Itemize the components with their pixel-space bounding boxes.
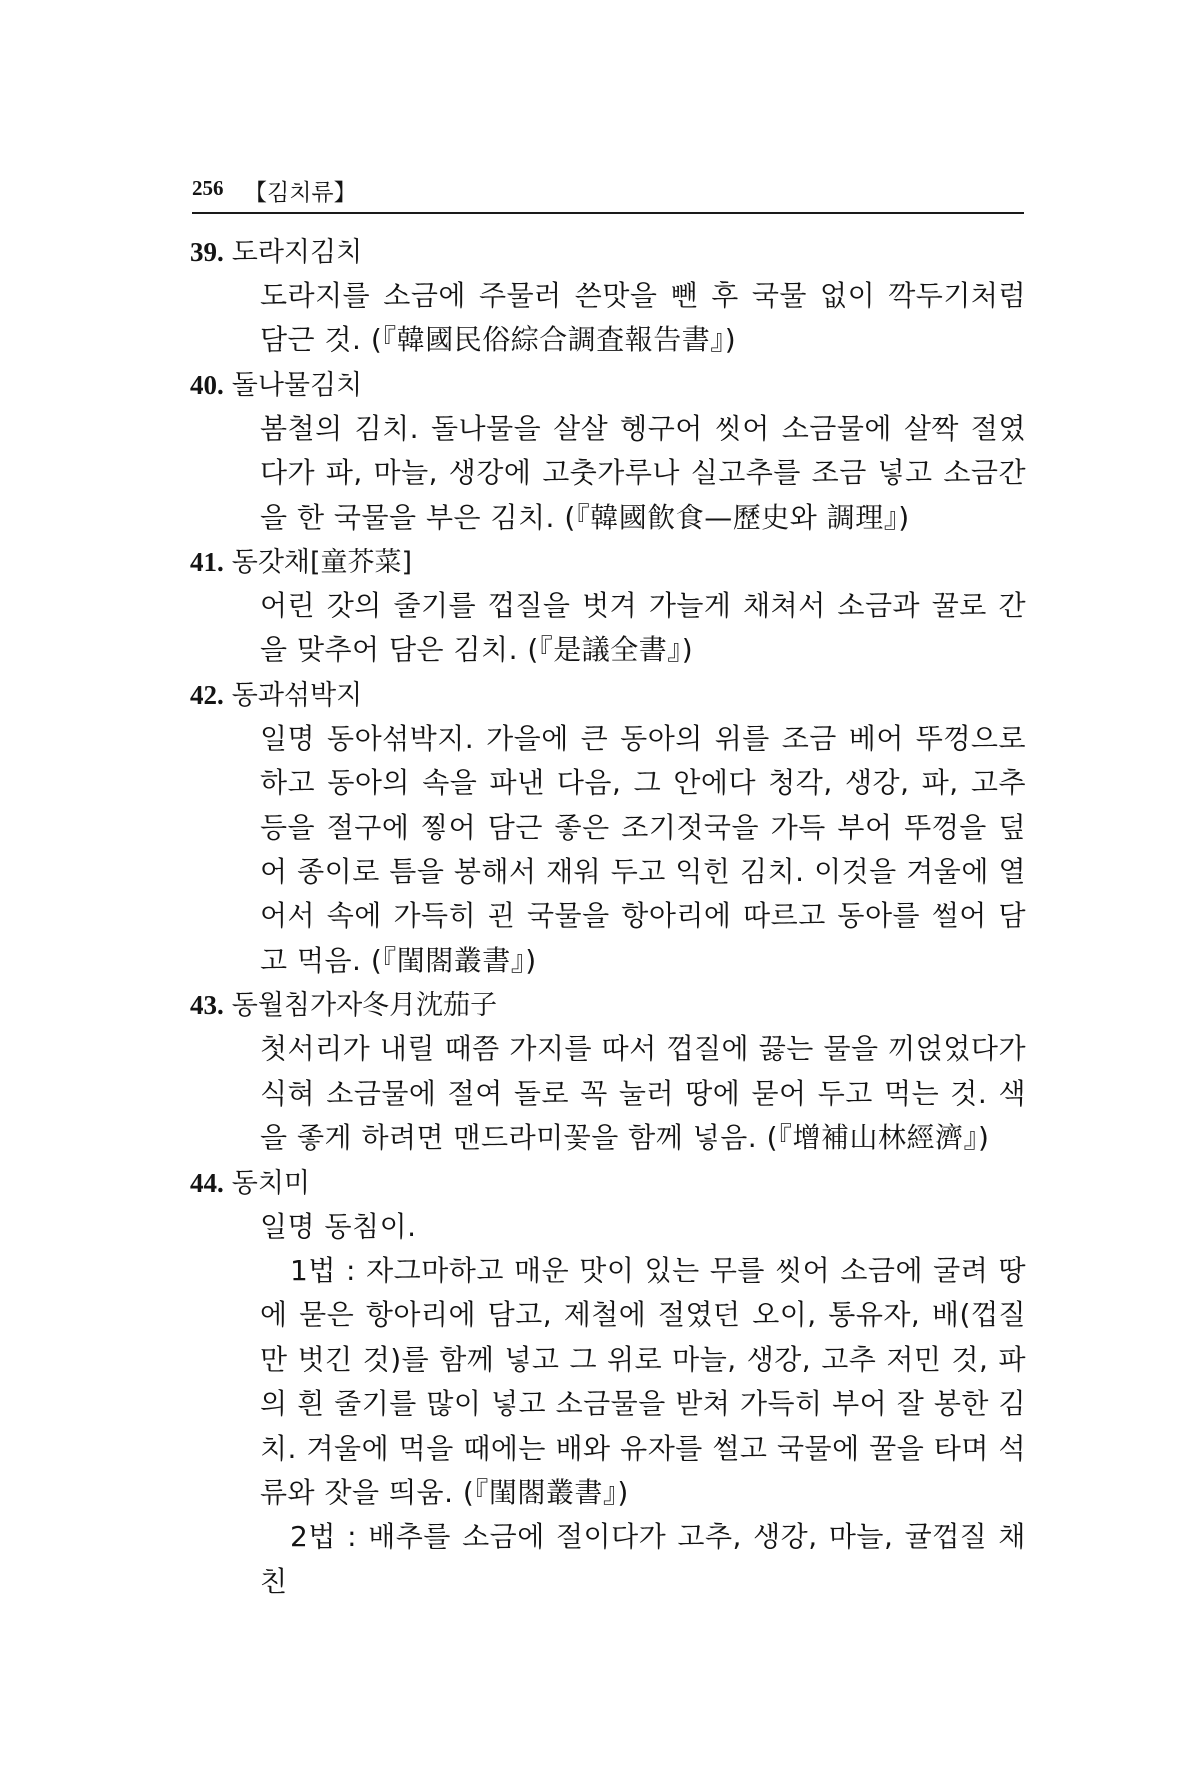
entry-body: 일명 동침이. <box>260 1209 417 1243</box>
page-header <box>192 176 1024 214</box>
page-number: 256 <box>192 176 224 200</box>
entry-headword: 동월침가자冬月沈茄子 <box>231 990 498 1022</box>
entry-number: 40. <box>190 369 224 400</box>
entry-number: 44. <box>190 1167 224 1198</box>
entry-headword: 동과섞박지 <box>231 679 363 711</box>
running-head: 【김치류】 <box>244 180 357 206</box>
entry-body: 도라지를 소금에 주물러 쓴맛을 뺀 후 국물 없이 깍두기처럼 담근 것. (『韓國民俗綜合調査報告書』) <box>260 279 1026 357</box>
entry-number: 42. <box>190 679 224 710</box>
entry-headword: 동갓채[童芥菜] <box>231 547 413 579</box>
entry-body: 일명 동아섞박지. 가을에 큰 동아의 위를 조금 베어 뚜껑으로 하고 동아의 속을 파낸 다음, 그 안에다 청각, 생강, 파, 고추 등을 절구에 찧어 담근 좋은 조기젓국을 가득 부어 뚜껑을 덮어 종이로 틈을 봉해서 재워 두고 익힌 김치. 이것을 겨울에 열어서 속에 가득히 괸 국물을 항아리에 따르고 동아를 썰어 담고 먹음. (『閨閤叢書』) <box>260 721 1026 977</box>
entry-title <box>190 1161 1030 1205</box>
entry-43 <box>190 983 1030 1160</box>
entry-40 <box>190 363 1030 540</box>
entry-39 <box>190 230 1030 363</box>
entry-body: 봄철의 김치. 돌나물을 살살 헹구어 씻어 소금물에 살짝 절였다가 파, 마늘, 생강에 고춧가루나 실고추를 조금 넣고 소금간을 한 국물을 부은 김치. (『韓國飮食—歷史와 調理』) <box>260 411 1026 534</box>
entry-method-1: 1법 : 자그마하고 매운 맛이 있는 무를 씻어 소금에 굴려 땅에 묻은 항아리에 담고, 제철에 절였던 오이, 통유자, 배(껍질만 벗긴 것)를 함께 넣고 그 위로 마늘, 생강, 고추 저민 것, 파의 흰 줄기를 많이 넣고 소금물을 받쳐 가득히 부어 잘 봉한 김치. 겨울에 먹을 때에는 배와 유자를 썰고 국물에 꿀을 타며 석류와 잣을 띄움. (『閨閤叢書』) <box>260 1253 1026 1509</box>
entry-title <box>190 230 1030 274</box>
entry-44 <box>190 1161 1030 1605</box>
entry-number: 41. <box>190 547 224 578</box>
entry-42 <box>190 673 1030 983</box>
entry-body: 어린 갓의 줄기를 껍질을 벗겨 가늘게 채쳐서 소금과 꿀로 간을 맞추어 담은 김치. (『是議全書』) <box>260 589 1026 667</box>
entry-headword: 도라지김치 <box>231 237 363 268</box>
entry-title <box>190 673 1030 717</box>
entry-headword: 돌나물김치 <box>231 369 363 401</box>
entry-title <box>190 540 1030 584</box>
entry-number: 39. <box>190 237 224 267</box>
entry-headword: 동치미 <box>231 1167 310 1199</box>
entry-41 <box>190 540 1030 673</box>
entry-number: 43. <box>190 990 224 1021</box>
dictionary-entries <box>190 230 1030 1604</box>
entry-title <box>190 363 1030 407</box>
entry-title <box>190 983 1030 1027</box>
entry-method-2: 2법 : 배추를 소금에 절이다가 고추, 생강, 마늘, 귤껍질 채친 <box>260 1520 1026 1598</box>
entry-body: 첫서리가 내릴 때쯤 가지를 따서 껍질에 끓는 물을 끼얹었다가 식혀 소금물에 절여 돌로 꼭 눌러 땅에 묻어 두고 먹는 것. 색을 좋게 하려면 맨드라미꽃을 함께 넣음. (『增補山林經濟』) <box>260 1032 1026 1155</box>
